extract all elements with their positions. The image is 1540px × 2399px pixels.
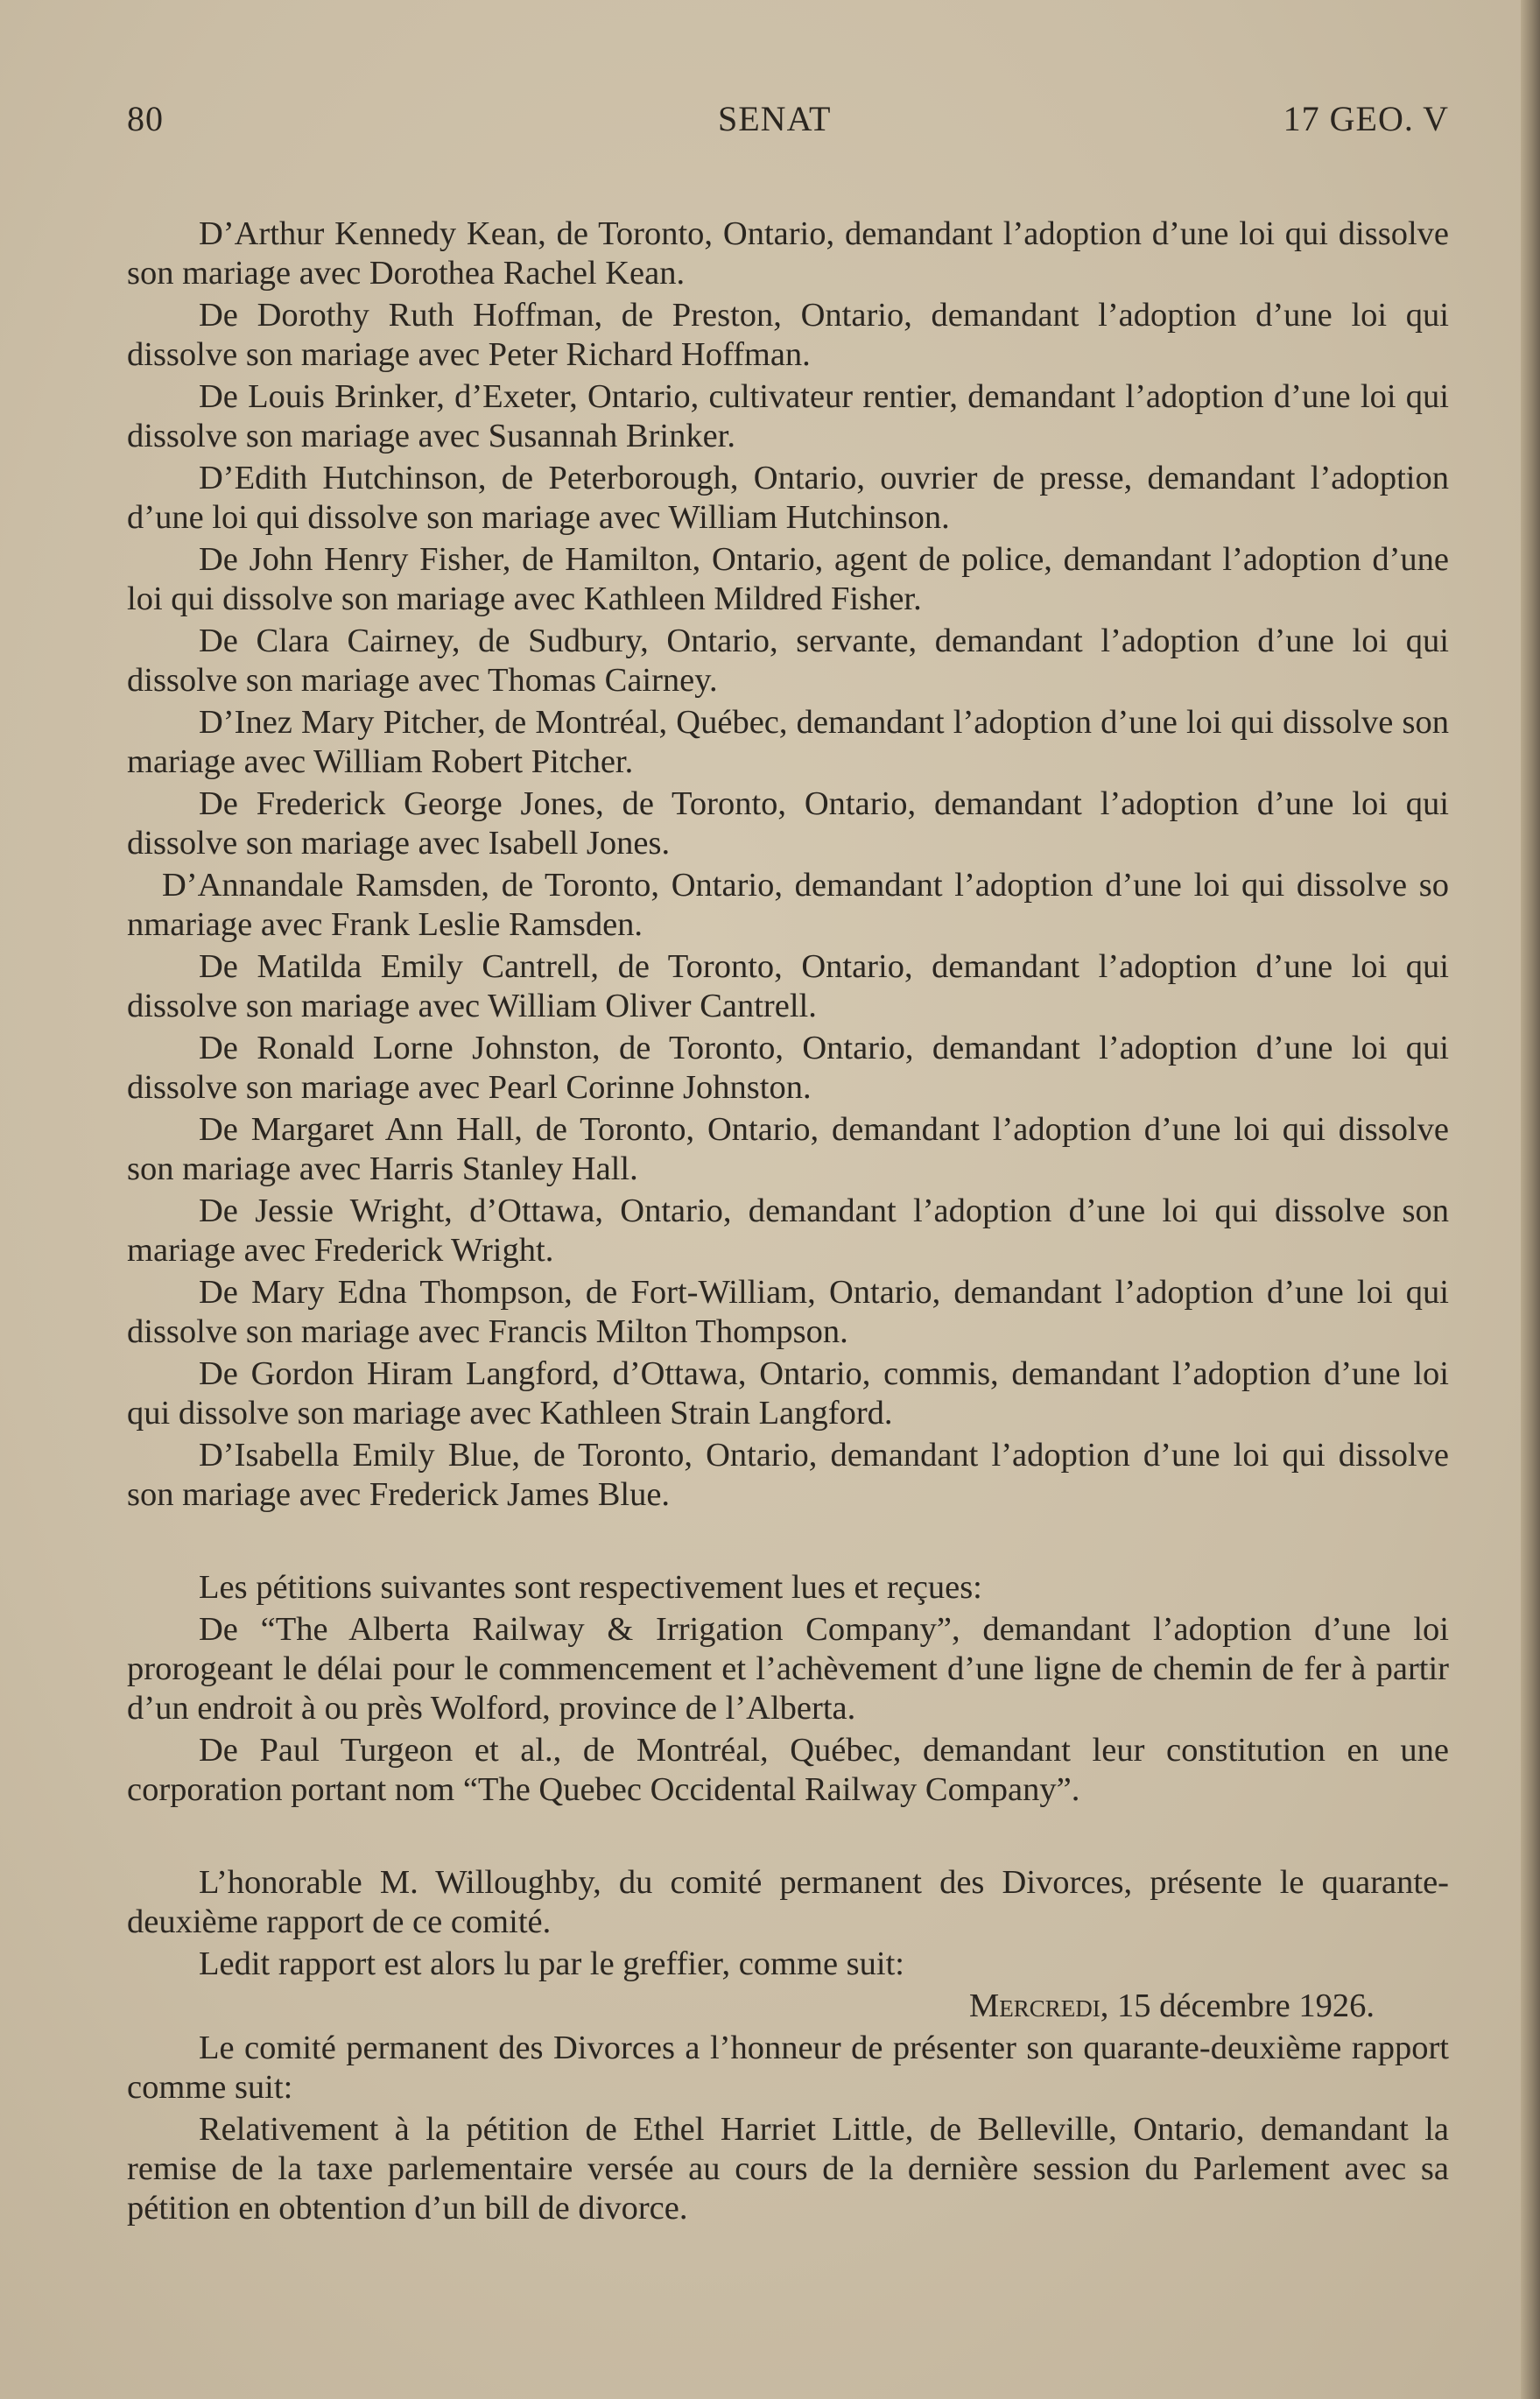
divorce-petition: De Mary Edna Thompson, de Fort-William, Ontario, demandant l’adoption d’une loi qui dissolve son mariage avec Francis Milton Thompson. xyxy=(127,1274,1449,1350)
running-title: SENAT xyxy=(718,99,832,138)
divorce-petition: De Margaret Ann Hall, de Toronto, Ontario, demandant l’adoption d’une loi qui dissolve son mariage avec Harris Stanley Hall. xyxy=(127,1111,1449,1187)
other-petition: De “The Alberta Railway & Irrigation Company”, demandant l’adoption d’une loi prorogeant le délai pour le commencement et l’achèvement d’une ligne de chemin de fer à partir d’un endroit à ou près Wolford, province de l’Alberta. xyxy=(127,1611,1449,1727)
divorce-petition: D’Isabella Emily Blue, de Toronto, Ontario, demandant l’adoption d’une loi qui dissolve son mariage avec Frederick James Blue. xyxy=(127,1437,1449,1513)
divorce-petition: D’Annandale Ramsden, de Toronto, Ontario, demandant l’adoption d’une loi qui dissolve so nmariage avec Frank Leslie Ramsden. xyxy=(127,867,1449,943)
divorce-petition: De Frederick George Jones, de Toronto, Ontario, demandant l’adoption d’une loi qui dissolve son mariage avec Isabell Jones. xyxy=(127,785,1449,862)
divorce-petition: D’Edith Hutchinson, de Peterborough, Ontario, ouvrier de presse, demandant l’adoption d’une loi qui dissolve son mariage avec William Hutchinson. xyxy=(127,460,1449,536)
divorce-petition: De Matilda Emily Cantrell, de Toronto, Ontario, demandant l’adoption d’une loi qui dissolve son mariage avec William Oliver Cantrell. xyxy=(127,948,1449,1024)
divorce-petition: De Louis Brinker, d’Exeter, Ontario, cultivateur rentier, demandant l’adoption d’une loi qui dissolve son mariage avec Susannah Brinker. xyxy=(127,378,1449,454)
divorce-petition: De Ronald Lorne Johnston, de Toronto, Ontario, demandant l’adoption d’une loi qui dissolve son mariage avec Pearl Corinne Johnston. xyxy=(127,1030,1449,1106)
page-header xyxy=(127,98,1449,151)
divorce-petition: De Jessie Wright, d’Ottawa, Ontario, demandant l’adoption d’une loi qui dissolve son mariage avec Frederick Wright. xyxy=(127,1192,1449,1269)
report-read: Ledit rapport est alors lu par le greffier, comme suit: xyxy=(199,1945,904,1982)
report-date-rest: , 15 décembre 1926. xyxy=(1100,1987,1375,2024)
report-date-day: Mercredi xyxy=(969,1987,1101,2024)
report-intro: Le comité permanent des Divorces a l’honneur de présenter son quarante-deuxième rapport comme suit: xyxy=(127,2030,1449,2106)
report-presentation: L’honorable M. Willoughby, du comité permanent des Divorces, présente le quarante-deuxième rapport de ce comité. xyxy=(127,1864,1449,1940)
section-gap xyxy=(127,1812,1449,1863)
divorce-petition: De John Henry Fisher, de Hamilton, Ontario, agent de police, demandant l’adoption d’une loi qui dissolve son mariage avec Kathleen Mildred Fisher. xyxy=(127,541,1449,617)
report-date xyxy=(127,1987,1449,2026)
divorce-petition: De Dorothy Ruth Hoffman, de Preston, Ontario, demandant l’adoption d’une loi qui dissolve son mariage avec Peter Richard Hoffman. xyxy=(127,297,1449,373)
divorce-petition: D’Arthur Kennedy Kean, de Toronto, Ontario, demandant l’adoption d’une loi qui dissolve son mariage avec Dorothea Rachel Kean. xyxy=(127,215,1449,292)
report-item: Relativement à la pétition de Ethel Harriet Little, de Belleville, Ontario, demandant la remise de la taxe parlementaire versée au cours de la dernière session du Parlement avec sa pétition en obtention d’un bill de divorce. xyxy=(127,2111,1449,2227)
page-number: 80 xyxy=(127,99,164,138)
other-petition: De Paul Turgeon et al., de Montréal, Québec, demandant leur constitution en une corporation portant nom “The Quebec Occidental Railway Company”. xyxy=(127,1732,1449,1808)
divorce-petition: De Gordon Hiram Langford, d’Ottawa, Ontario, commis, demandant l’adoption d’une loi qui dissolve son mariage avec Kathleen Strain Langford. xyxy=(127,1355,1449,1432)
page-edge xyxy=(1521,0,1540,2399)
divorce-petition: De Clara Cairney, de Sudbury, Ontario, servante, demandant l’adoption d’une loi qui dissolve son mariage avec Thomas Cairney. xyxy=(127,623,1449,699)
divorce-petition: D’Inez Mary Pitcher, de Montréal, Québec, demandant l’adoption d’une loi qui dissolve son mariage avec William Robert Pitcher. xyxy=(127,704,1449,780)
petitions-intro: Les pétitions suivantes sont respectivement lues et reçues: xyxy=(199,1569,982,1606)
page-body xyxy=(127,215,1449,2231)
regnal-year: 17 GEO. V xyxy=(1283,99,1449,138)
section-gap xyxy=(127,1517,1449,1568)
